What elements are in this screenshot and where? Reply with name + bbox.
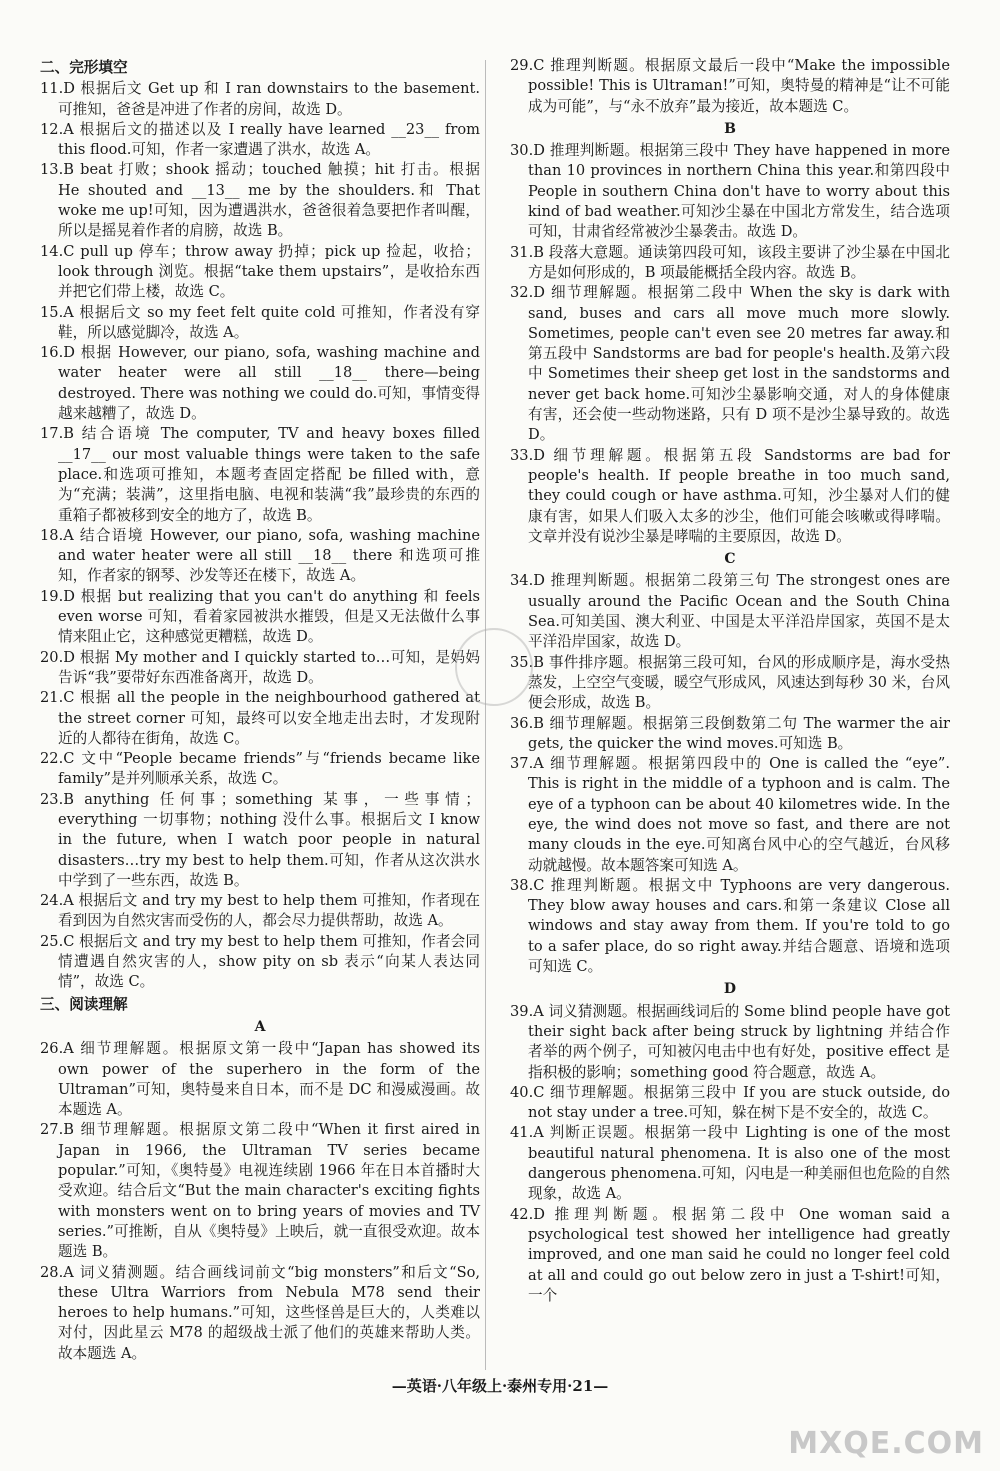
answer-item: 26.A 细节理解题。根据原文第一段中“Japan has showed its own power of the superhero in the form of the Ultraman”可知，奥特曼来自日本，而不是 DC 和漫威漫画。故本题选 A。 xyxy=(40,1040,480,1119)
answer-item: 27.B 细节理解题。根据原文第二段中“When it first aired in Japan in 1966, the Ultraman TV series became popular.”可知，《奥特曼》电视连续剧 1966 年在日本首播时大受欢迎。结合后文“But the main character's exciting fights with monsters went on to bring years of movies and TV series.”可推断，自从《奥特曼》上映后，就一直很受欢迎。故本题选 B。 xyxy=(40,1121,480,1261)
watermark-logo: MXQE.COM xyxy=(788,1426,984,1461)
answer-item: 25.C 根据后文 and try my best to help them 可推知，作者会同情遭遇自然灾害的人，show pity on sb 表示“向某人表达同情”，故选 C。 xyxy=(40,932,480,991)
answer-item: 11.D 根据后文 Get up 和 I ran downstairs to the basement.可推知，爸爸是冲进了作者的房间，故选 D。 xyxy=(40,80,480,118)
answer-item: 31.B 段落大意题。通读第四段可知，该段主要讲了沙尘暴在中国北方是如何形成的，B 项最能概括全段内容。故选 B。 xyxy=(510,243,950,281)
answer-item: 34.D 推理判断题。根据第二段第三句 The strongest ones are usually around the Pacific Ocean and the South China Sea.可知美国、澳大利亚、中国是太平洋沿岸国家，英国不是太平洋沿岸国家，故选 D。 xyxy=(510,572,950,651)
answer-item: 39.A 词义猜测题。根据画线词后的 Some blind people have got their sight back after being struck by lightning 并结合作者举的两个例子，可知被闪电击中也有好处，positive effect 是指积极的影响；something good 符合题意，故选 A。 xyxy=(510,1002,950,1081)
answer-item: 28.A 词义猜测题。结合画线词前文“big monsters”和后文“So, these Ultra Warriors from Nebula M78 send their heroes to help humans.”可知，这些怪兽是巨大的，人类难以对付，因此星云 M78 的超级战士派了他们的英雄来帮助人类。故本题选 A。 xyxy=(40,1263,480,1362)
answer-item: 41.A 判断正误题。根据第一段中 Lighting is one of the most beautiful natural phenomena. It is also one of the most dangerous phenomena.可知，闪电是一种美丽但也危险的自然现象，故选 A。 xyxy=(510,1124,950,1203)
answer-item: 15.A 根据后文 so my feet felt quite cold 可推知，作者没有穿鞋，所以感觉脚冷，故选 A。 xyxy=(40,303,480,341)
answer-item: 19.D 根据 but realizing that you can't do anything 和 feels even worse 可知，看着家园被洪水摧毁，但是又无法做什么事情来阻止它，这种感觉更糟糕，故选 D。 xyxy=(40,587,480,646)
answer-item: 13.B beat 打败；shook 摇动；touched 触摸；hit 打击。根据 He shouted and __13__ me by the shoulders.和 That woke me up!可知，因为遭遇洪水，爸爸很着急要把作者叫醒，所以是摇晃着作者的肩膀，故选 B。 xyxy=(40,161,480,240)
answer-item: 22.C 文中“People became friends”与“friends became like family”是并列顺承关系，故选 C。 xyxy=(40,750,480,788)
answer-item: 14.C pull up 停车；throw away 扔掉；pick up 捡起，收拾；look through 浏览。根据“take them upstairs”，是收拾东西并把它们带上楼，故选 C。 xyxy=(40,242,480,301)
answer-item: 33.D 细节理解题。根据第五段 Sandstorms are bad for people's health. If people breathe in too much sand, they could cough or have asthma.可知，沙尘暴对人们的健康有害，如果人们吸入太多的沙尘，他们可能会咳嗽或得哮喘。文章并没有说沙尘暴是哮喘的主要原因，故选 D。 xyxy=(510,446,950,545)
column-divider xyxy=(485,60,486,1370)
section-heading: 三、阅读理解 xyxy=(40,995,128,1013)
answer-item: 35.B 事件排序题。根据第三段可知，台风的形成顺序是，海水受热蒸发，上空空气变暖，暖空气形成风，风速达到每秒 30 米，台风便会形成，故选 B。 xyxy=(510,653,950,712)
stamp-seal xyxy=(455,628,533,706)
answer-item: 32.D 细节理解题。根据第二段中 When the sky is dark with sand, buses and cars all move much more slowly. Sometimes, people can't even see 20 metres far away.和第五段中 Sandstorms are bad for people's health.及第六段中 Sometimes their sheep get lost in the sandstorms and never get back home.可知沙尘暴影响交通，对人的身体健康有害，还会使一些动物迷路，只有 D 项不是沙尘暴导致的。故选 D。 xyxy=(510,284,950,444)
page-footer: —英语·八年级上·泰州专用·21— xyxy=(391,1377,609,1395)
answer-item: 20.D 根据 My mother and I quickly started to…可知，是妈妈告诉“我”要带好东西准备离开，故选 D。 xyxy=(40,648,480,686)
answer-item: 17.B 结合语境 The computer, TV and heavy boxes filled __17__ our most valuable things were taken to the safe place.和选项可推知，本题考查固定搭配 be filled with，意为“充满；装满”，这里指电脑、电视和装满“我”最珍贵的东西的重箱子都被移到安全的地方了，故选 B。 xyxy=(40,425,480,524)
passage-label: A xyxy=(254,1018,266,1035)
answer-item: 42.D 推理判断题。根据第二段中 One woman said a psychological test showed her intelligence had greatly improved, and one man said he could no longer feel cold at all and could go out below zero in just a T-shirt!可知，一个 xyxy=(510,1205,950,1304)
answer-item: 36.B 细节理解题。根据第三段倒数第二句 The warmer the air gets, the quicker the wind moves.可知选 B。 xyxy=(510,714,950,752)
answer-item: 12.A 根据后文的描述以及 I really have learned __23__ from this flood.可知，作者一家遭遇了洪水，故选 A。 xyxy=(40,120,480,159)
answer-item: 30.D 推理判断题。根据第三段中 They have happened in more than 10 provinces in northern China this year.和第四段中 People in southern China don't have to worry about this kind of bad weather.可知沙尘暴在中国北方常发生，结合选项可知，甘肃省经常被沙尘暴袭击。故选 D。 xyxy=(510,142,950,241)
answer-item: 18.A 结合语境 However, our piano, sofa, washing machine and water heater were all still __18__ there 和选项可推知，作者家的钢琴、沙发等还在楼下，故选 A。 xyxy=(40,526,480,585)
section-heading: 二、完形填空 xyxy=(40,59,128,76)
left-column xyxy=(40,56,480,1364)
right-column xyxy=(510,56,950,1306)
answer-item: 24.A 根据后文 and try my best to help them 可推知，作者现在看到因为自然灾害而受伤的人，都会尽力提供帮助，故选 A。 xyxy=(40,892,480,930)
answer-item: 16.D 根据 However, our piano, sofa, washing machine and water heater were all still __18__ there—being destroyed. There was nothing we could do.可知，事情变得越来越糟了，故选 D。 xyxy=(40,344,480,423)
answer-item: 29.C 推理判断题。根据原文最后一段中“Make the impossible possible! This is Ultraman!”可知，奥特曼的精神是“让不可能成为可能”，与“永不放弃”最为接近，故本题选 C。 xyxy=(510,57,950,115)
answer-item: 23.B anything 任何事；something 某事，一些事情；everything 一切事物；nothing 没什么事。根据后文 I know in the future, when I watch poor people in natural disasters…try my best to help them.可知，作者从这次洪水中学到了一些东西，故选 B。 xyxy=(40,790,480,889)
answer-item: 38.C 推理判断题。根据文中 Typhoons are very dangerous. They blow away houses and cars.和第一条建议 Close all windows and stay away from them. If you're told to go to a safer place, do so right away.并结合题意、语境和选项可知选 C。 xyxy=(510,876,950,976)
answer-item: 37.A 细节理解题。根据第四段中的 One is called the “eye”. This is right in the middle of a typhoon and is calm. The eye of a typhoon can be about 40 kilometres wide. In the eye, the wind does not move so fast, and there are not many clouds in the eye.可知离台风中心的空气越近，台风移动就越慢。故本题答案可知选 A。 xyxy=(510,755,950,874)
passage-label: C xyxy=(724,551,736,568)
answer-item: 21.C 根据 all the people in the neighbourhood gathered at the street corner 可知，最终可以安全地走出去时，才发现附近的人都待在街角，故选 C。 xyxy=(40,689,480,747)
passage-label: D xyxy=(723,981,737,998)
answer-item: 40.C 细节理解题。根据第三段中 If you are stuck outside, do not stay under a tree.可知，躲在树下是不安全的，故选 C。 xyxy=(510,1083,950,1122)
passage-label: B xyxy=(724,120,736,137)
